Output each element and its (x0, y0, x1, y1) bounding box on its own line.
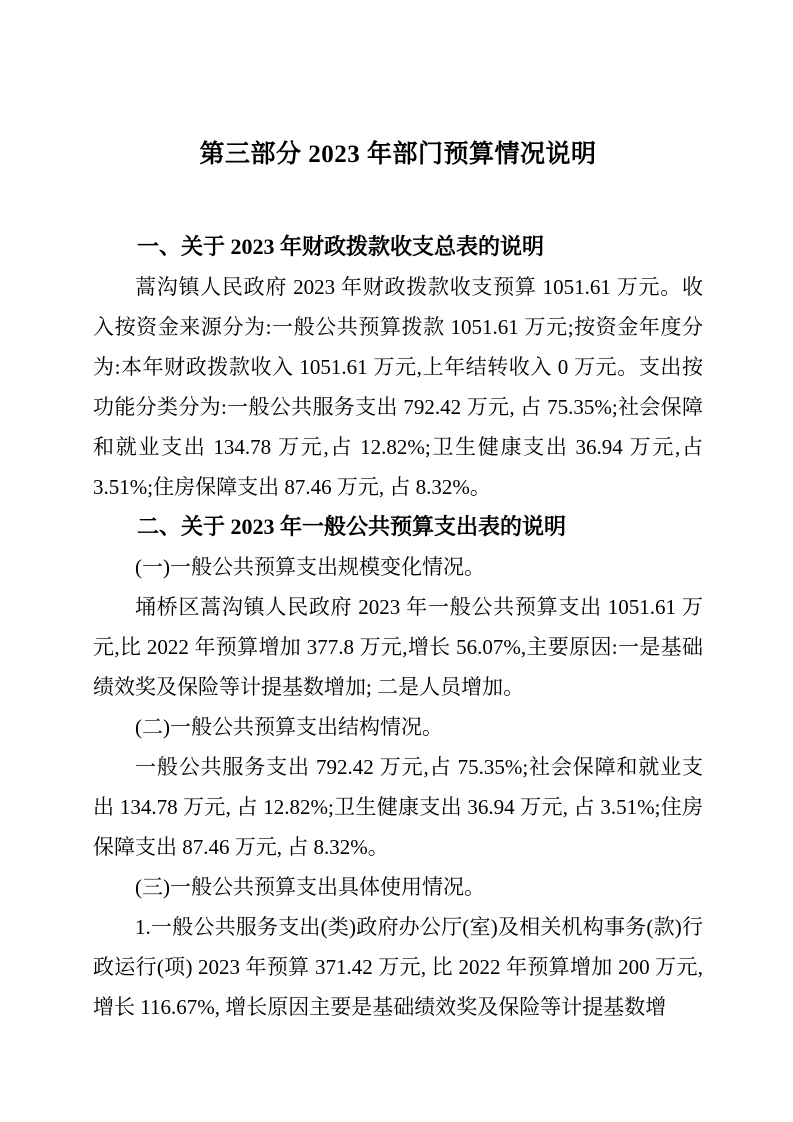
section-1-paragraph-1: 蒿沟镇人民政府 2023 年财政拨款收支预算 1051.61 万元。收入按资金来源分为:一般公共预算拨款 1051.61 万元;按资金年度分为:本年财政拨款收入 1051.61 万元,上年结转收入 0 万元。支出按功能分类分为:一般公共服务支出 792.42 万元, 占 75.35%;社会保障和就业支出 134.78 万元,占 12.82%;卫生健康支出 36.94 万元,占 3.51%;住房保障支出 87.46 万元, 占 8.32%。 (93, 275, 703, 499)
section-2-paragraph-2: 一般公共服务支出 792.42 万元,占 75.35%;社会保障和就业支出 134.78 万元, 占 12.82%;卫生健康支出 36.94 万元, 占 3.51%;住房保障支出 87.46 万元, 占 8.32%。 (93, 755, 703, 859)
section-2-paragraph-1: 埇桥区蒿沟镇人民政府 2023 年一般公共预算支出 1051.61 万元,比 2022 年预算增加 377.8 万元,增长 56.07%,主要原因:一是基础绩效奖及保险等计提基数增加; 二是人员增加。 (93, 595, 703, 699)
section-2-heading: 二、关于 2023 年一般公共预算支出表的说明 (137, 514, 567, 539)
section-2-subheading-3: (三)一般公共预算支出具体使用情况。 (135, 875, 485, 899)
section-2-paragraph-3: 1.一般公共服务支出(类)政府办公厅(室)及相关机构事务(款)行政运行(项) 2023 年预算 371.42 万元, 比 2022 年预算增加 200 万元, 增长 116.67%, 增长原因主要是基础绩效奖及保险等计提基数增 (93, 915, 703, 1019)
section-1-heading: 一、关于 2023 年财政拨款收支总表的说明 (137, 234, 545, 259)
page-title: 第三部分 2023 年部门预算情况说明 (199, 141, 597, 168)
section-2-subheading-1: (一)一般公共预算支出规模变化情况。 (135, 555, 485, 579)
section-2-subheading-2: (二)一般公共预算支出结构情况。 (135, 715, 443, 739)
